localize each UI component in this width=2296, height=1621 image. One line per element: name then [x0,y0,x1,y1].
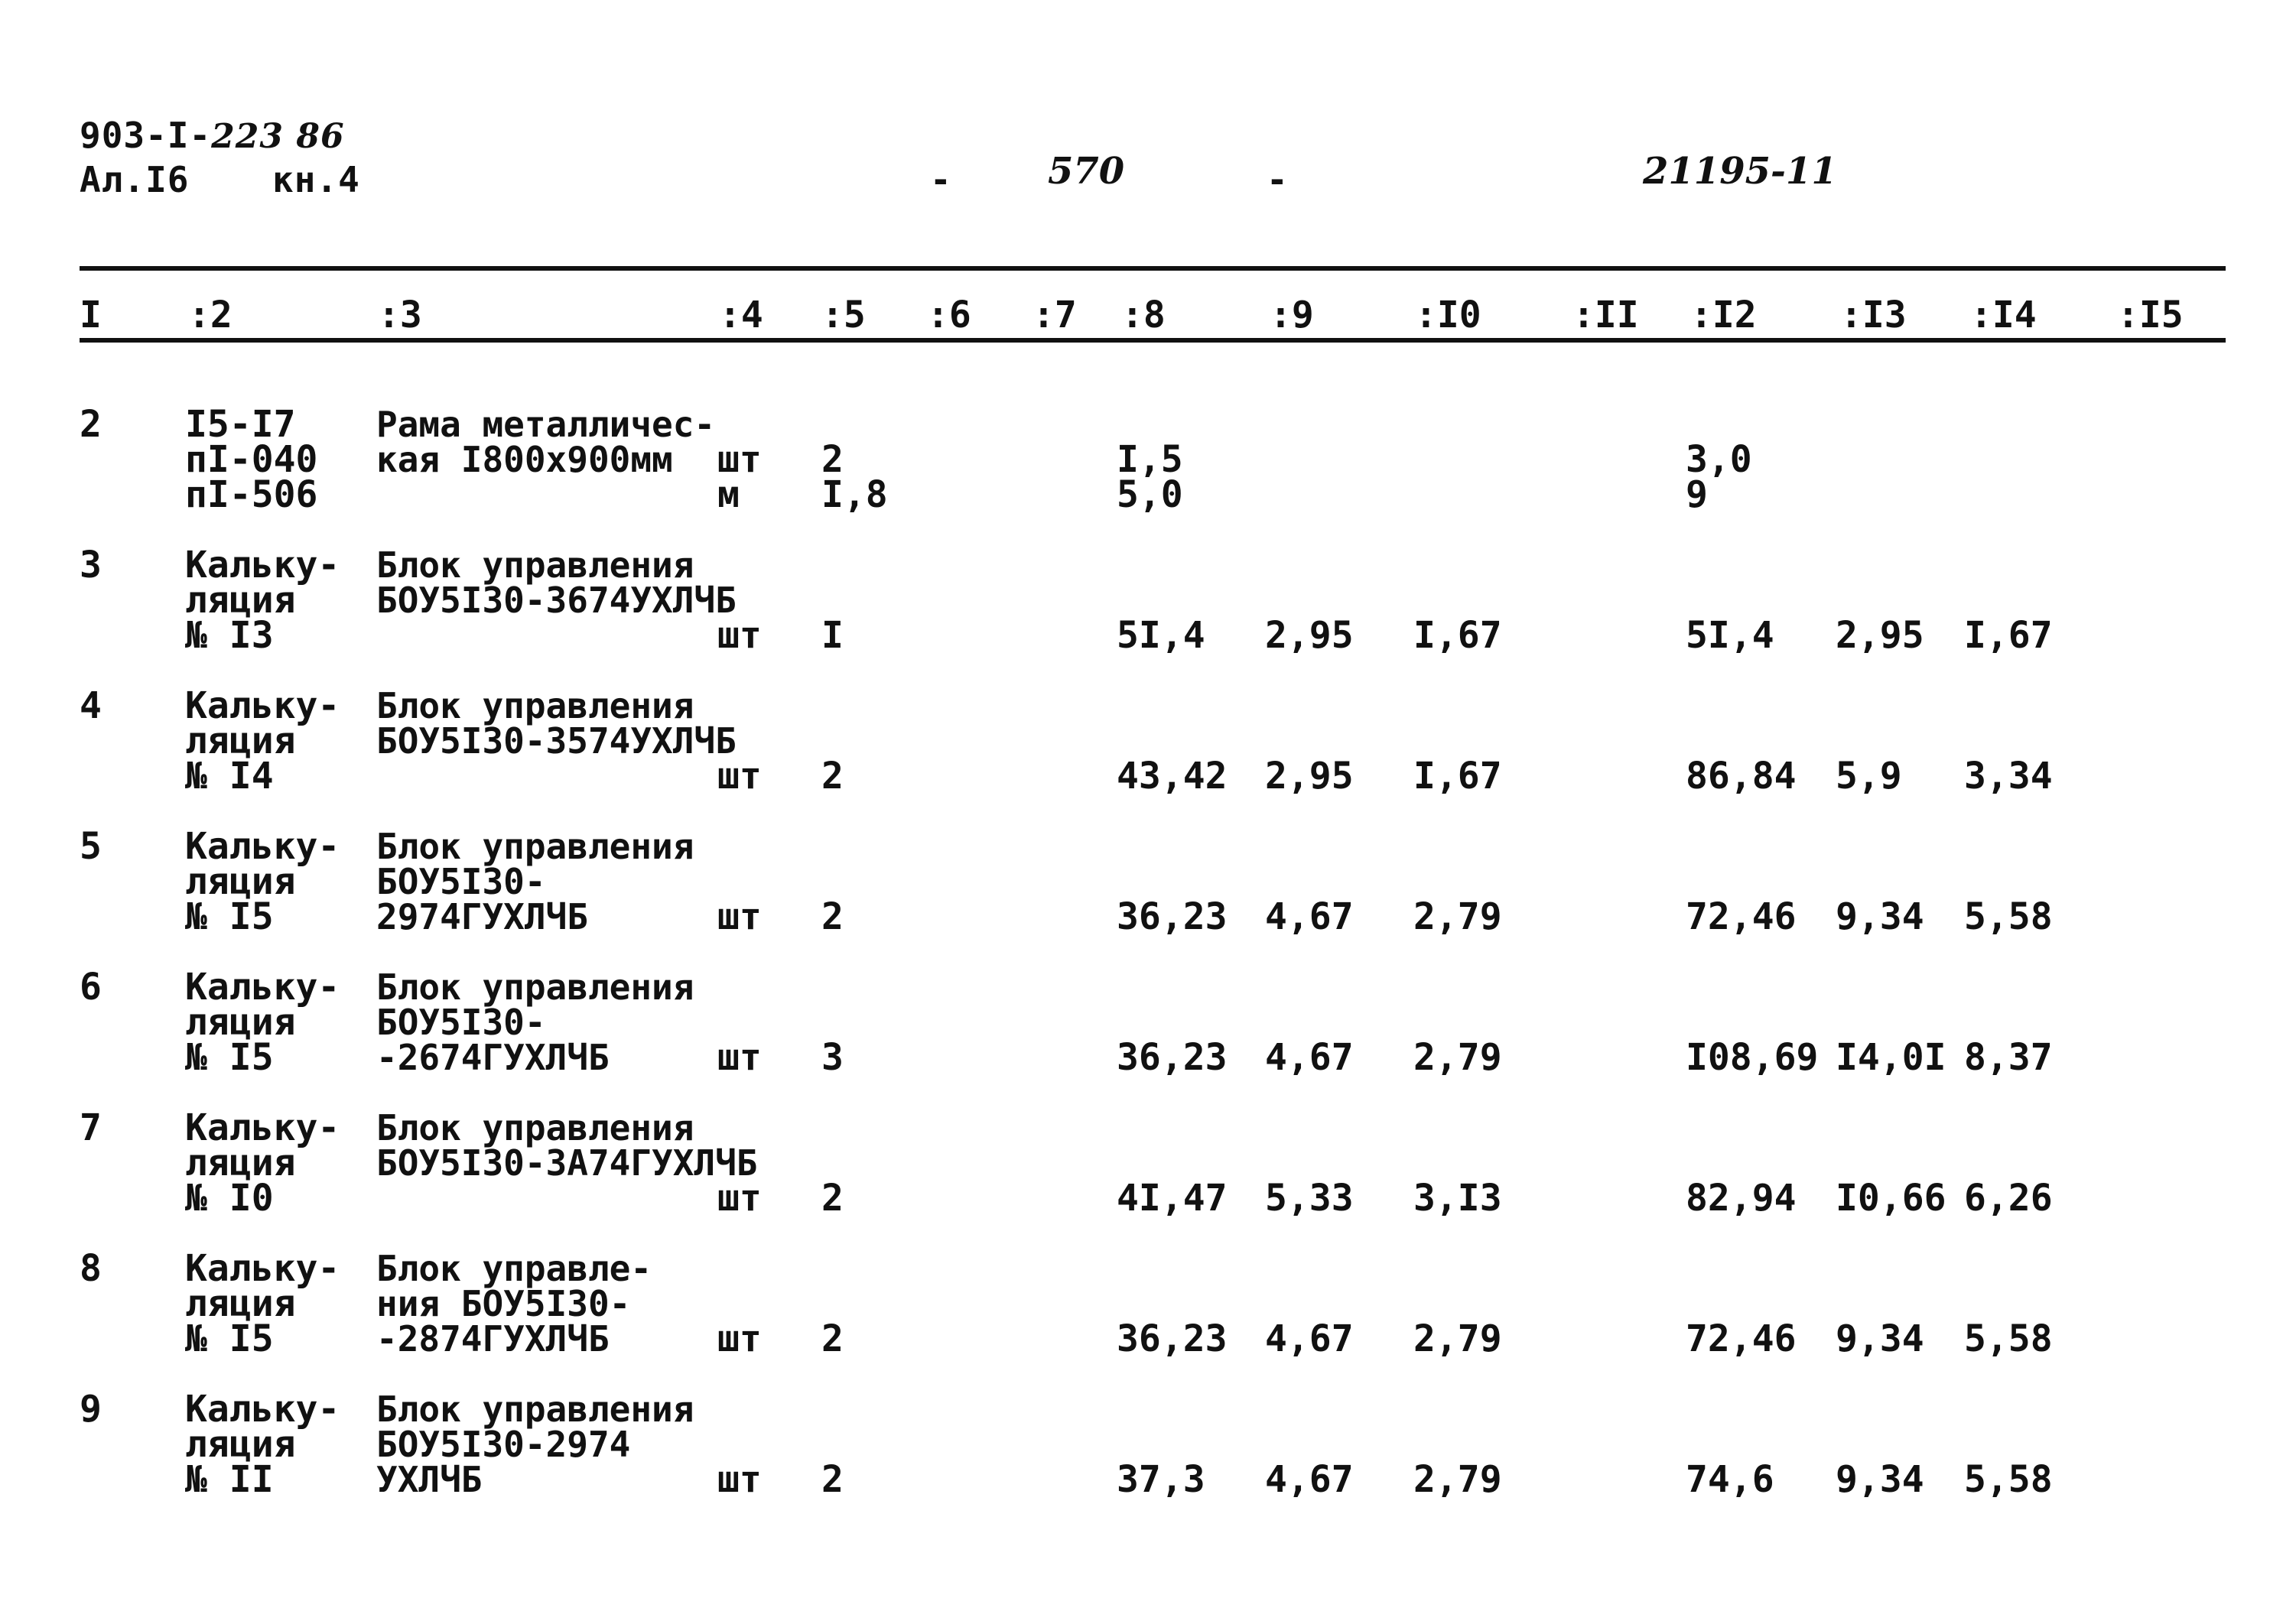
row-col9: 5,33 [1265,1177,1354,1220]
row-col8-line: 5,0 [1117,473,1183,516]
row-col10: I,67 [1413,614,1502,657]
row-quantity-line: 3 [821,1036,844,1079]
row-description-line: УХЛЧБ [376,1459,483,1500]
column-header-6: :6 [927,294,971,336]
row-unit-line: шт [717,755,762,798]
page-number: 570 [1048,150,1125,193]
row-reference-line: ляция [185,1282,296,1325]
row-number: 8 [80,1247,102,1290]
column-header-7: :7 [1033,294,1077,336]
row-description [376,1389,694,1500]
row-col14: 5,58 [1964,895,2053,938]
row-col13: 2,95 [1836,614,1924,657]
column-header-10: :I0 [1415,294,1481,336]
row-quantity-line: 2 [821,755,844,798]
header-top-rule [80,266,2226,271]
row-col10: I,67 [1413,755,1502,798]
row-quantity [821,1036,844,1079]
row-col13: 5,9 [1836,755,1902,798]
row-col9: 4,67 [1265,895,1354,938]
row-description-line: -2674ГУХЛЧБ [376,1037,610,1078]
row-quantity [821,895,844,938]
row-col14: 5,58 [1964,1458,2053,1501]
book-label: кн.4 [272,159,360,200]
row-description-line: БОУ5I30-3674УХЛЧБ [376,580,737,621]
row-number: 4 [80,684,102,727]
row-quantity [821,1317,844,1360]
order-number: 21195-11 [1643,150,1837,193]
row-col8-line: 36,23 [1117,895,1228,938]
row-col14: 5,58 [1964,1317,2053,1360]
row-reference-line: пI-506 [185,473,318,516]
row-col9: 2,95 [1265,755,1354,798]
column-header-14: :I4 [1970,294,2037,336]
row-reference-line: ляция [185,1142,296,1184]
row-col8 [1117,755,1228,798]
row-col12-line: 5I,4 [1686,614,1774,657]
row-col12 [1686,755,1797,798]
row-description-line: кая I800х900мм [376,439,673,480]
row-col8-line: 36,23 [1117,1317,1228,1360]
row-quantity-line: 2 [821,1317,844,1360]
row-col12-line: 82,94 [1686,1177,1797,1220]
row-col12-line: 72,46 [1686,895,1797,938]
row-col8 [1117,895,1228,938]
row-quantity-line: I,8 [821,473,888,516]
row-col8 [1117,1458,1205,1501]
column-header-5: :5 [821,294,866,336]
row-unit [717,614,762,657]
row-quantity [821,614,844,657]
row-number: 9 [80,1388,102,1431]
row-reference [185,966,340,1079]
row-reference-line: Кальку- [185,684,340,727]
row-quantity-line: 2 [821,1458,844,1501]
row-description-line: БОУ5I30- [376,1002,546,1043]
table-row [0,684,2296,826]
column-header-1: I [80,294,102,336]
row-col8 [1117,1036,1228,1079]
row-col12 [1686,438,1752,516]
row-unit-line: шт [717,895,762,938]
row-reference-line: ляция [185,720,296,762]
dash-right: - [1267,159,1289,200]
row-unit-line: шт [717,1458,762,1501]
document-code-printed: 903-I- [80,115,212,156]
row-col14: 3,34 [1964,755,2053,798]
row-col12-line: 86,84 [1686,755,1797,798]
column-header-12: :I2 [1690,294,1757,336]
row-number: 5 [80,825,102,868]
row-reference-line: Кальку- [185,1106,340,1149]
row-description-line: Рама металличес- [376,404,716,445]
row-col8 [1117,438,1183,516]
row-reference-line: № II [185,1458,274,1501]
row-description [376,826,694,937]
row-col10: 3,I3 [1413,1177,1502,1220]
document-code-handwritten: 223 86 [211,117,345,156]
row-quantity-line: 2 [821,895,844,938]
row-quantity [821,1177,844,1220]
row-unit-line: шт [717,614,762,657]
row-description-line: БОУ5I30-2974 [376,1424,631,1465]
row-description [376,544,737,621]
row-unit-line: шт [717,1036,762,1079]
row-col8 [1117,1317,1228,1360]
row-description-line: Блок управления [376,1107,694,1148]
table-row [0,1388,2296,1529]
row-description-line: Блок управления [376,826,694,867]
table-row [0,966,2296,1107]
row-reference-line: Кальку- [185,1388,340,1431]
row-reference-line: № I0 [185,1177,274,1220]
row-col9: 4,67 [1265,1036,1354,1079]
row-col8-line: 37,3 [1117,1458,1205,1501]
column-header-8: :8 [1121,294,1166,336]
row-unit [717,1317,762,1360]
row-unit [717,755,762,798]
row-col13: I4,0I [1836,1036,1946,1079]
row-col13: I0,66 [1836,1177,1946,1220]
row-col12 [1686,895,1797,938]
album-label: Ал.I6 [80,159,190,200]
row-reference-line: № I5 [185,1317,274,1360]
row-col12-line: 9 [1686,473,1708,516]
row-unit [717,1036,762,1079]
row-description-line: -2874ГУХЛЧБ [376,1318,610,1359]
row-col8-line: 4I,47 [1117,1177,1228,1220]
row-reference-line: Кальку- [185,966,340,1009]
row-description-line: Блок управления [376,1389,694,1430]
row-number: 2 [80,403,102,446]
row-reference-line: I5-I7 [185,403,296,446]
row-col10: 2,79 [1413,1317,1502,1360]
row-reference-line: ляция [185,1001,296,1044]
row-description [376,1248,652,1359]
row-quantity-line: 2 [821,438,844,481]
table-row [0,1106,2296,1248]
row-col8-line: 5I,4 [1117,614,1205,657]
row-unit [717,1458,762,1501]
row-reference [185,684,340,798]
row-reference [185,825,340,938]
row-description-line: БОУ5I30-3А74ГУХЛЧБ [376,1142,758,1184]
row-number: 6 [80,966,102,1009]
row-reference [185,1388,340,1501]
row-description-line: Блок управле- [376,1248,652,1289]
row-unit [717,438,762,516]
row-col13: 9,34 [1836,1458,1924,1501]
row-reference-line: № I4 [185,755,274,798]
column-header-3: :3 [378,294,422,336]
row-unit [717,895,762,938]
row-reference [185,1247,340,1360]
row-unit-line: м [717,473,740,516]
row-unit-line: шт [717,1177,762,1220]
row-col12 [1686,1177,1797,1220]
row-quantity [821,438,888,516]
row-col9: 4,67 [1265,1458,1354,1501]
dash-left: - [930,159,952,200]
row-quantity-line: 2 [821,1177,844,1220]
column-header-2: :2 [188,294,233,336]
document-code [80,115,345,156]
row-reference [185,403,318,516]
row-col10: 2,79 [1413,1458,1502,1501]
row-description-line: Блок управления [376,966,694,1008]
row-col12 [1686,1036,1819,1079]
table-row [0,544,2296,685]
row-reference [185,1106,340,1220]
column-header-9: :9 [1270,294,1314,336]
header-bottom-rule [80,338,2226,343]
column-header-13: :I3 [1840,294,1907,336]
table-row [0,825,2296,966]
column-header-15: :I5 [2117,294,2184,336]
row-description-line: БОУ5I30- [376,861,546,902]
row-description [376,966,694,1078]
row-quantity [821,1458,844,1501]
row-col8 [1117,1177,1228,1220]
row-col14: I,67 [1964,614,2053,657]
table-row [0,403,2296,544]
row-col12 [1686,1458,1774,1501]
row-col12 [1686,1317,1797,1360]
row-unit-line: шт [717,438,762,481]
row-reference-line: № I3 [185,614,274,657]
row-unit-line: шт [717,1317,762,1360]
row-reference-line: пI-040 [185,438,318,481]
table-row [0,1247,2296,1389]
row-col13: 9,34 [1836,1317,1924,1360]
row-description [376,1107,758,1184]
row-description-line: БОУ5I30-3574УХЛЧБ [376,720,737,762]
row-col9: 4,67 [1265,1317,1354,1360]
row-description-line: Блок управления [376,544,694,586]
row-col8-line: 36,23 [1117,1036,1228,1079]
row-reference-line: № I5 [185,895,274,938]
row-reference-line: Кальку- [185,1247,340,1290]
row-col13: 9,34 [1836,895,1924,938]
row-description [376,404,716,480]
row-unit [717,1177,762,1220]
row-description [376,685,737,762]
row-reference-line: Кальку- [185,544,340,586]
row-col8-line: 43,42 [1117,755,1228,798]
row-col10: 2,79 [1413,895,1502,938]
row-quantity-line: I [821,614,844,657]
row-reference [185,544,340,657]
row-col12-line: 3,0 [1686,438,1752,481]
row-number: 7 [80,1106,102,1149]
row-col14: 8,37 [1964,1036,2053,1079]
row-col8-line: I,5 [1117,438,1183,481]
row-reference-line: ляция [185,860,296,903]
row-description-line: ния БОУ5I30- [376,1283,631,1324]
row-description-line: 2974ГУХЛЧБ [376,896,588,937]
row-reference-line: ляция [185,1423,296,1466]
row-description-line: Блок управления [376,685,694,726]
row-quantity [821,755,844,798]
row-col10: 2,79 [1413,1036,1502,1079]
row-reference-line: ляция [185,579,296,622]
row-col14: 6,26 [1964,1177,2053,1220]
row-reference-line: Кальку- [185,825,340,868]
row-col12-line: 74,6 [1686,1458,1774,1501]
row-col12-line: I08,69 [1686,1036,1819,1079]
column-header-11: :II [1572,294,1639,336]
row-col12-line: 72,46 [1686,1317,1797,1360]
row-number: 3 [80,544,102,586]
row-col9: 2,95 [1265,614,1354,657]
row-col12 [1686,614,1774,657]
row-reference-line: № I5 [185,1036,274,1079]
row-col8 [1117,614,1205,657]
column-header-4: :4 [719,294,763,336]
